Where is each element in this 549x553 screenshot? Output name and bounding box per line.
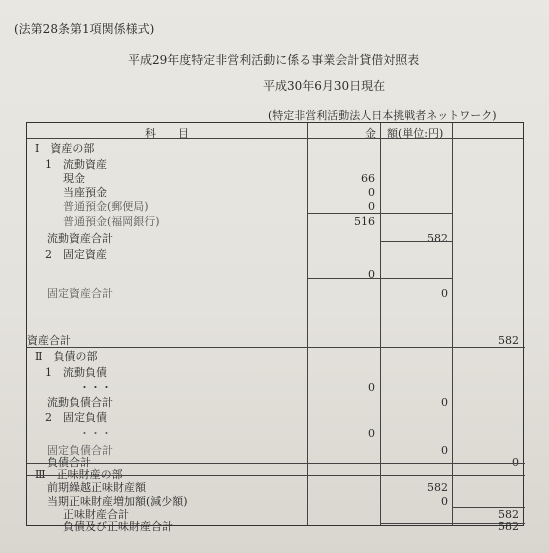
row-label: 普通預金(郵便局) [63,200,149,213]
row-label: 当期正味財産増加額(減少額) [47,495,188,508]
amount-c3: 582 [498,334,519,347]
header-rule [27,138,523,139]
balance-sheet-table [26,122,524,533]
column-divider [380,123,381,525]
row-rule [27,475,525,476]
amount-c1: 0 [368,268,375,281]
row-label: Ⅰ 資産の部 [35,142,95,155]
row-label: 現金 [63,172,85,185]
row-label: 2 固定負債 [45,411,107,424]
row-label: 当座預金 [63,186,107,199]
document-title: 平成29年度特定非営利活動に係る事業会計貸借対照表 [128,53,420,67]
column-header-amount: 金 額(単位:円) [365,127,444,140]
amount-c2: 582 [427,481,448,494]
amount-c2: 0 [441,396,448,409]
amount-c3: 582 [498,508,519,521]
column-divider [452,123,453,525]
row-rule [307,213,452,214]
row-label: 1 流動資産 [45,158,107,171]
row-label: Ⅱ 負債の部 [35,350,98,363]
column-header-subject: 科 目 [145,127,189,140]
row-label: 正味財産合計 [63,508,129,521]
row-label: 流動資産合計 [47,232,113,245]
row-rule [380,241,452,242]
amount-c1: 0 [368,427,375,440]
row-label: 普通預金(福岡銀行) [63,215,160,228]
organization-name: (特定非営利活動法人日本挑戦者ネットワーク) [268,109,497,122]
amount-c3: 582 [498,520,519,533]
row-label: 固定負債合計 [47,444,113,457]
row-rule [27,463,525,464]
row-label: 固定資産合計 [47,287,113,300]
amount-c2: 0 [441,287,448,300]
row-label: 負債合計 [47,456,91,469]
row-label: ・・・ [79,381,112,394]
row-rule [380,523,525,524]
column-divider [307,123,308,525]
row-rule [452,507,525,508]
row-label: 資産合計 [27,334,71,347]
amount-c2: 0 [441,495,448,508]
amount-c1: 0 [368,381,375,394]
amount-c1: 0 [368,200,375,213]
row-label: 2 固定資産 [45,248,107,261]
amount-c2: 582 [427,232,448,245]
amount-c1: 66 [361,172,375,185]
row-label: 流動負債合計 [47,396,113,409]
amount-c3: 0 [512,456,519,469]
as-of-date: 平成30年6月30日現在 [263,79,386,93]
row-label: ・・・ [79,427,112,440]
amount-c1: 0 [368,186,375,199]
row-rule [307,278,452,279]
row-rule [27,347,525,348]
row-label: 負債及び正味財産合計 [63,520,173,533]
amount-c2: 0 [441,444,448,457]
law-reference: (法第28条第1項関係様式) [14,22,155,36]
amount-c1: 516 [354,215,375,228]
row-label: 前期繰越正味財産額 [47,481,146,494]
row-label: 1 流動負債 [45,366,107,379]
row-label: Ⅲ 正味財産の部 [35,468,123,481]
